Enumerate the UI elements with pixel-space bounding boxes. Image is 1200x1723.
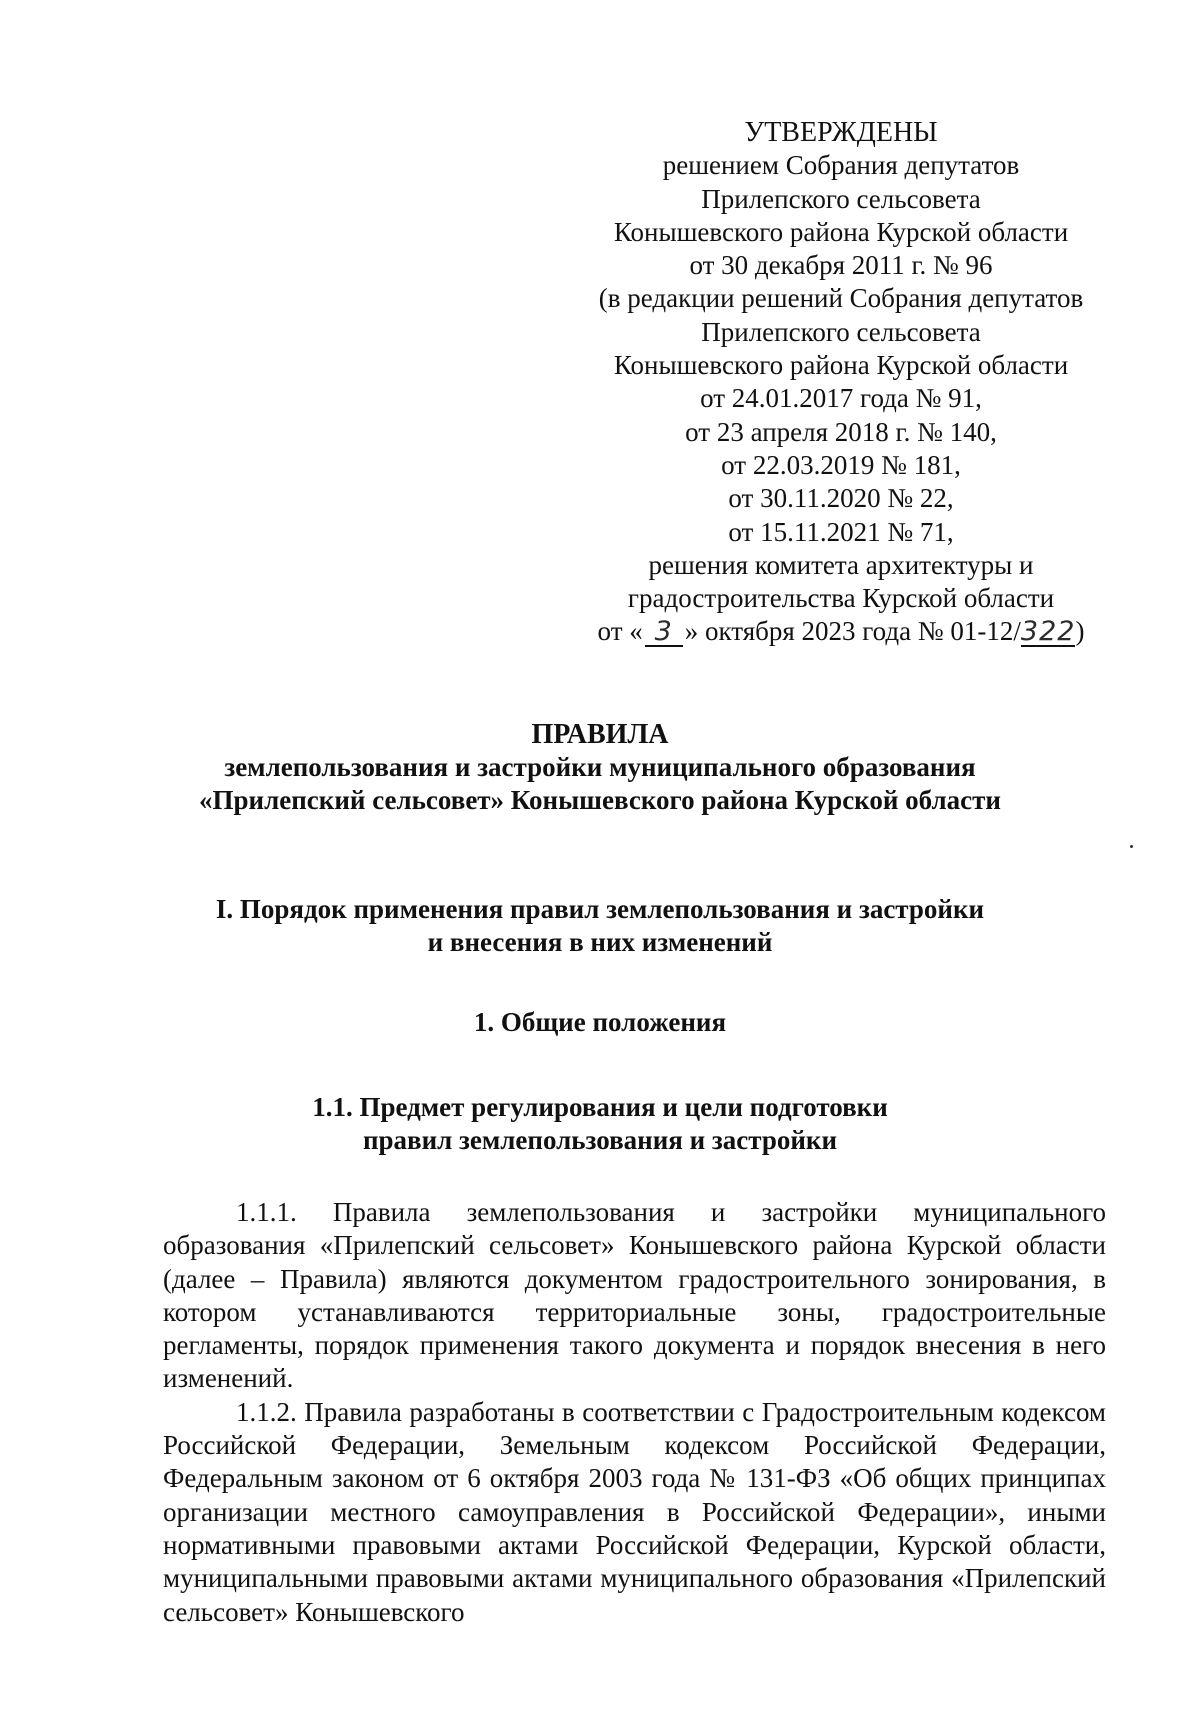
- approval-last-line: [586, 615, 1096, 648]
- document-title: [0, 718, 1200, 817]
- approval-last-prefix: от «: [597, 616, 643, 647]
- approval-heading: УТВЕРЖДЕНЫ: [744, 117, 938, 148]
- section-heading: [0, 893, 1200, 959]
- approval-line: (в редакции решений Собрания депутатов: [598, 283, 1084, 314]
- approval-last-middle: » октября 2023 года № 01-12/: [684, 616, 1021, 647]
- section-line-1: I. Порядок применения правил землепользования и застройки: [215, 894, 985, 924]
- approval-line: от 30 декабря 2011 г. № 96: [689, 250, 993, 281]
- approval-block: [586, 116, 1096, 649]
- paragraph: [163, 1396, 1106, 1629]
- paragraph-text: Правила разработаны в соответствии с Градостроительным кодексом Российской Федерации, Земельным кодексом Российской Федерации, Федеральным законом от 6 октября 2003 года № 131-ФЗ «Об общих принципах организации местного самоуправления в Российской Федерации», иными нормативными правовыми актами Российской Федерации, Курской области, муниципальными правовыми актами муниципального образования «Прилепский сельсовет» Конышевского: [163, 1396, 1107, 1627]
- approval-line: решения комитета архитектуры и: [648, 549, 1034, 580]
- approval-line: Конышевского района Курской области: [613, 216, 1069, 247]
- scan-speck: [1130, 845, 1133, 848]
- chapter-heading: [0, 1006, 1200, 1039]
- handwritten-day: 3: [645, 619, 683, 647]
- title-line-2: «Прилепский сельсовет» Конышевского района Курской области: [199, 785, 1001, 815]
- approval-last-suffix: ): [1075, 616, 1085, 647]
- subsection-heading: [0, 1091, 1200, 1157]
- approval-line: Конышевского района Курской области: [613, 350, 1069, 381]
- chapter-title: 1. Общие положения: [473, 1007, 727, 1037]
- title-line-1: землепользования и застройки муниципального образования: [224, 752, 976, 782]
- approval-line: от 23 апреля 2018 г. № 140,: [685, 416, 997, 447]
- body-text: [163, 1196, 1106, 1629]
- subsection-line-1: 1.1. Предмет регулирования и цели подготовки: [312, 1092, 888, 1122]
- approval-line: от 24.01.2017 года № 91,: [700, 383, 982, 414]
- paragraph-number: 1.1.2.: [236, 1396, 297, 1427]
- approval-line: от 15.11.2021 № 71,: [728, 516, 954, 547]
- approval-line: Прилепского сельсовета: [701, 316, 981, 347]
- title-main: ПРАВИЛА: [531, 719, 669, 750]
- approval-line: градостроительства Курской области: [627, 583, 1055, 614]
- handwritten-number: 322: [1020, 616, 1076, 648]
- approval-line: решением Собрания депутатов: [662, 150, 1020, 181]
- paragraph: [163, 1196, 1106, 1396]
- section-line-2: и внесения в них изменений: [427, 927, 773, 957]
- paragraph-number: 1.1.1.: [236, 1197, 297, 1227]
- subsection-line-2: правил землепользования и застройки: [362, 1125, 838, 1155]
- approval-line: от 22.03.2019 № 181,: [721, 449, 961, 480]
- approval-line: от 30.11.2020 № 22,: [728, 483, 954, 514]
- paragraph-text: Правила землепользования и застройки муниципального образования «Прилепский сельсовет» Конышевского района Курской области (далее – Правила) являются документом градостроительного зонирования, в котором устанавливаются территориальные зоны, градостроительные регламенты, порядок применения такого документа и порядок внесения в него изменений.: [163, 1197, 1106, 1394]
- approval-line: Прилепского сельсовета: [701, 183, 981, 214]
